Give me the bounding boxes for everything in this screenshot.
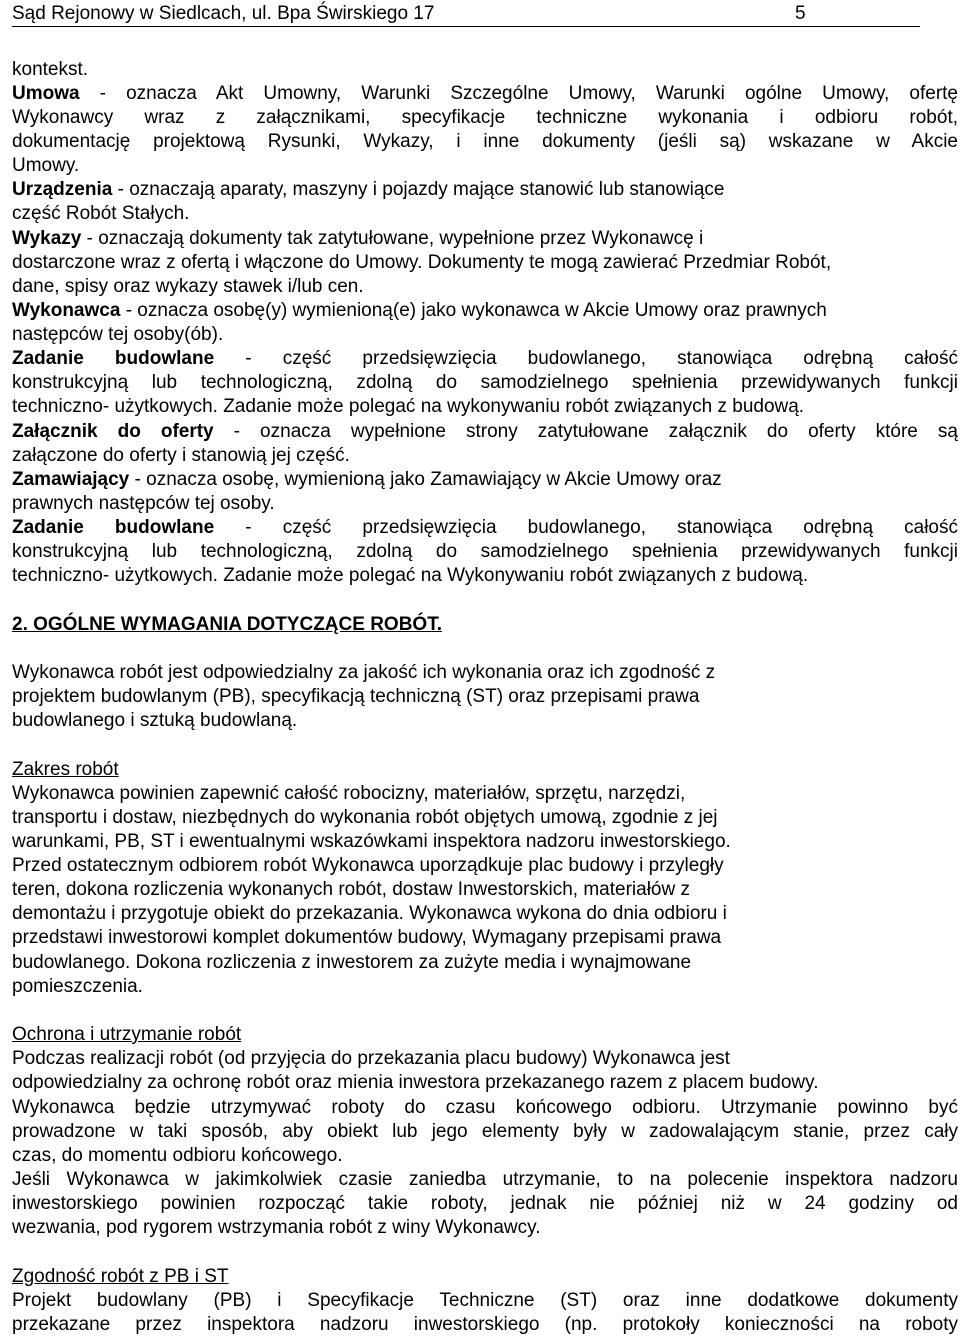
body-line: kontekst. bbox=[12, 59, 89, 80]
term: Zamawiający bbox=[12, 469, 130, 490]
body-line: budowlanego. Dokona rozliczenia z inwestorem za zużyte media i wynajmowane bbox=[12, 952, 692, 973]
body-line: przekazane przez inspektora nadzoru inwestorskiego (np. protokoły konieczności na roboty bbox=[12, 1314, 958, 1335]
term: Zadanie budowlane bbox=[12, 517, 215, 538]
subheading-zakres bbox=[12, 758, 119, 782]
body-line: Projekt budowlany (PB) i Specyfikacje Techniczne (ST) oraz inne dodatkowe dokumenty bbox=[12, 1290, 958, 1311]
body-line: wezwania, pod rygorem wstrzymania robót z winy Wykonawcy. bbox=[12, 1217, 541, 1238]
body-line: demontażu i przygotuje obiekt do przekazania. Wykonawca wykona do dnia odbioru i bbox=[12, 903, 727, 924]
body-line: - część przedsięwzięcia budowlanego, stanowiąca odrębną całość bbox=[214, 517, 958, 538]
definition-umowa bbox=[12, 82, 958, 106]
body-line: dane, spisy oraz wykazy stawek i/lub cen. bbox=[12, 276, 364, 297]
page-header bbox=[12, 2, 920, 27]
body-line: pomieszczenia. bbox=[12, 976, 143, 997]
body-line: projektem budowlanym (PB), specyfikacją techniczną (ST) oraz przepisami prawa bbox=[12, 686, 700, 707]
subheading-ochrona bbox=[12, 1023, 241, 1047]
term: Urządzenia bbox=[12, 179, 113, 200]
body-line: budowlanego i sztuką budowlaną. bbox=[12, 710, 298, 731]
body-line: dokumentację projektową Rysunki, Wykazy, i inne dokumenty (jeśli są) wskazane w Akcie bbox=[12, 131, 958, 152]
body-line: konstrukcyjną lub technologiczną, zdolną do samodzielnego spełnienia przewidywanych funkcji bbox=[12, 372, 958, 393]
body-line: załączone do oferty i stanowią jej część. bbox=[12, 445, 350, 466]
definition-urzadzenia bbox=[12, 178, 724, 202]
term: Wykonawca bbox=[12, 300, 121, 321]
body-line: Wykonawca powinien zapewnić całość robocizny, materiałów, sprzętu, narzędzi, bbox=[12, 783, 686, 804]
body-line: Umowy. bbox=[12, 155, 80, 176]
body-line: techniczno- użytkowych. Zadanie może polegać na Wykonywaniu robót związanych z budową. bbox=[12, 565, 809, 586]
body-line: - oznaczają dokumenty tak zatytułowane, wypełnione przez Wykonawcę i bbox=[81, 228, 704, 249]
body-line: - oznacza osobę(y) wymienioną(e) jako wykonawca w Akcie Umowy oraz prawnych bbox=[120, 300, 827, 321]
definition-zadanie-2 bbox=[12, 516, 958, 540]
term: Załącznik do oferty bbox=[12, 421, 214, 442]
body-line: Przed ostatecznym odbiorem robót Wykonawca uporządkuje plac budowy i przyległy bbox=[12, 855, 724, 876]
subheading-text: Ochrona i utrzymanie robót bbox=[12, 1024, 242, 1045]
definition-wykazy bbox=[12, 227, 703, 251]
body-line: Podczas realizacji robót (od przyjęcia do przekazania placu budowy) Wykonawca jest bbox=[12, 1048, 730, 1069]
body-line: - oznacza osobę, wymienioną jako Zamawiający w Akcie Umowy oraz bbox=[129, 469, 722, 490]
definition-zalacznik bbox=[12, 420, 958, 444]
header-title: Sąd Rejonowy w Siedlcach, ul. Bpa Świrskiego 17 bbox=[12, 3, 435, 24]
body-line: inwestorskiego powinien rozpocząć takie roboty, jednak nie później niż w 24 godziny od bbox=[12, 1193, 958, 1214]
body-line: - oznacza wypełnione strony zatytułowane załącznik do oferty które są bbox=[213, 421, 958, 442]
body-line: prawnych następców tej osoby. bbox=[12, 493, 275, 514]
section-heading-text: 2. OGÓLNE WYMAGANIA DOTYCZĄCE ROBÓT. bbox=[12, 614, 442, 635]
body-line: Wykonawca robót jest odpowiedzialny za jakość ich wykonania oraz ich zgodność z bbox=[12, 662, 716, 683]
body-line: - część przedsięwzięcia budowlanego, stanowiąca odrębną całość bbox=[214, 348, 958, 369]
definition-wykonawca bbox=[12, 299, 827, 323]
body-line: Jeśli Wykonawca w jakimkolwiek czasie zaniedba utrzymanie, to na polecenie inspektora nadzoru bbox=[12, 1169, 958, 1190]
body-line: transportu i dostaw, niezbędnych do wykonania robót objętych umową, zgodnie z jej bbox=[12, 807, 718, 828]
term: Zadanie budowlane bbox=[12, 348, 215, 369]
subheading-zgodnosc bbox=[12, 1265, 229, 1289]
definition-zamawiajacy bbox=[12, 468, 722, 492]
definition-zadanie-1 bbox=[12, 347, 958, 371]
body-line: Wykonawca będzie utrzymywać roboty do czasu końcowego odbioru. Utrzymanie powinno być bbox=[12, 1097, 958, 1118]
body-line: przedstawi inwestorowi komplet dokumentów budowy, Wymagany przepisami prawa bbox=[12, 927, 722, 948]
body-line: Wykonawcy wraz z załącznikami, specyfikacje techniczne wykonania i odbioru robót, bbox=[12, 107, 958, 128]
body-line: część Robót Stałych. bbox=[12, 203, 190, 224]
term: Wykazy bbox=[12, 228, 82, 249]
body-line: warunkami, PB, ST i ewentualnymi wskazówkami inspektora nadzoru inwestorskiego. bbox=[12, 831, 731, 852]
page-number: 5 bbox=[795, 3, 806, 24]
subheading-text: Zakres robót bbox=[12, 759, 119, 780]
body-line: następców tej osoby(ób). bbox=[12, 324, 224, 345]
term: Umowa bbox=[12, 83, 80, 104]
body-line: czas, do momentu odbioru końcowego. bbox=[12, 1145, 343, 1166]
body-line: prowadzone w taki sposób, aby obiekt lub jego elementy były w zadowalającym stanie, przez cały bbox=[12, 1121, 958, 1142]
body-line: konstrukcyjną lub technologiczną, zdolną do samodzielnego spełnienia przewidywanych funkcji bbox=[12, 541, 958, 562]
body-line: dostarczone wraz z ofertą i włączone do Umowy. Dokumenty te mogą zawierać Przedmiar Robót, bbox=[12, 252, 832, 273]
body-line: - oznaczają aparaty, maszyny i pojazdy mające stanowić lub stanowiące bbox=[112, 179, 725, 200]
section-heading bbox=[12, 613, 442, 637]
body-line: - oznacza Akt Umowny, Warunki Szczególne Umowy, Warunki ogólne Umowy, ofertę bbox=[79, 83, 958, 104]
body-line: odpowiedzialny za ochronę robót oraz mienia inwestora przekazanego razem z placem budowy. bbox=[12, 1072, 819, 1093]
body-line: techniczno- użytkowych. Zadanie może polegać na wykonywaniu robót związanych z budową. bbox=[12, 396, 805, 417]
body-line: teren, dokona rozliczenia wykonanych robót, dostaw Inwestorskich, materiałów z bbox=[12, 879, 690, 900]
subheading-text: Zgodność robót z PB i ST bbox=[12, 1266, 229, 1287]
